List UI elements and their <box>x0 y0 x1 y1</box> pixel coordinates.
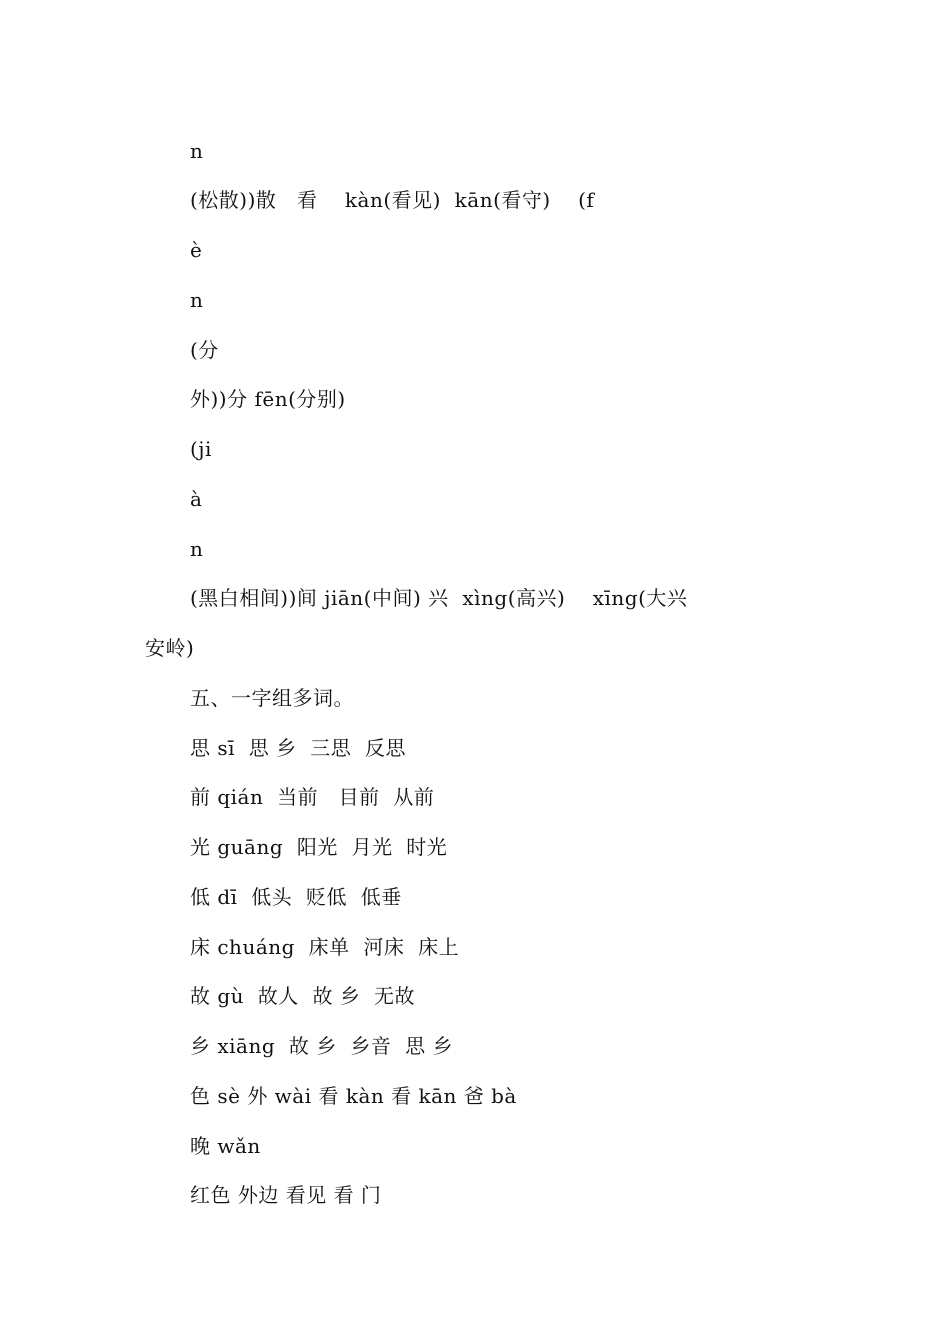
text-line: 外))分 fēn(分别) <box>190 387 346 411</box>
text-line: n <box>190 139 204 163</box>
text-line: n <box>190 288 204 312</box>
text-line: à <box>190 487 203 511</box>
word-group-row: 思 sī 思 乡 三思 反思 <box>190 736 407 760</box>
text-line-continuation: 安岭) <box>145 636 195 660</box>
word-group-row: 故 gù 故人 故 乡 无故 <box>190 984 416 1008</box>
word-group-row: 光 guāng 阳光 月光 时光 <box>190 835 448 859</box>
text-line: (ji <box>190 437 212 461</box>
word-group-row: 低 dī 低头 贬低 低垂 <box>190 885 402 909</box>
text-line: (松散))散 看 kàn(看见) kān(看守) (f <box>190 188 595 212</box>
pinyin-row: 晚 wǎn <box>190 1134 261 1158</box>
text-line: è <box>190 238 203 262</box>
text-line: n <box>190 537 204 561</box>
word-group-row: 床 chuáng 床单 河床 床上 <box>190 935 460 959</box>
word-group-row: 乡 xiāng 故 乡 乡音 思 乡 <box>190 1034 453 1058</box>
section-heading: 五、一字组多词。 <box>190 686 354 710</box>
text-line: (黑白相间))间 jiān(中间) 兴 xìng(高兴) xīng(大兴 <box>190 586 688 610</box>
pinyin-row: 色 sè 外 wài 看 kàn 看 kān 爸 bà <box>190 1084 517 1108</box>
word-group-row: 前 qián 当前 目前 从前 <box>190 785 435 809</box>
text-line: (分 <box>190 338 219 362</box>
word-row: 红色 外边 看见 看 门 <box>190 1183 382 1207</box>
